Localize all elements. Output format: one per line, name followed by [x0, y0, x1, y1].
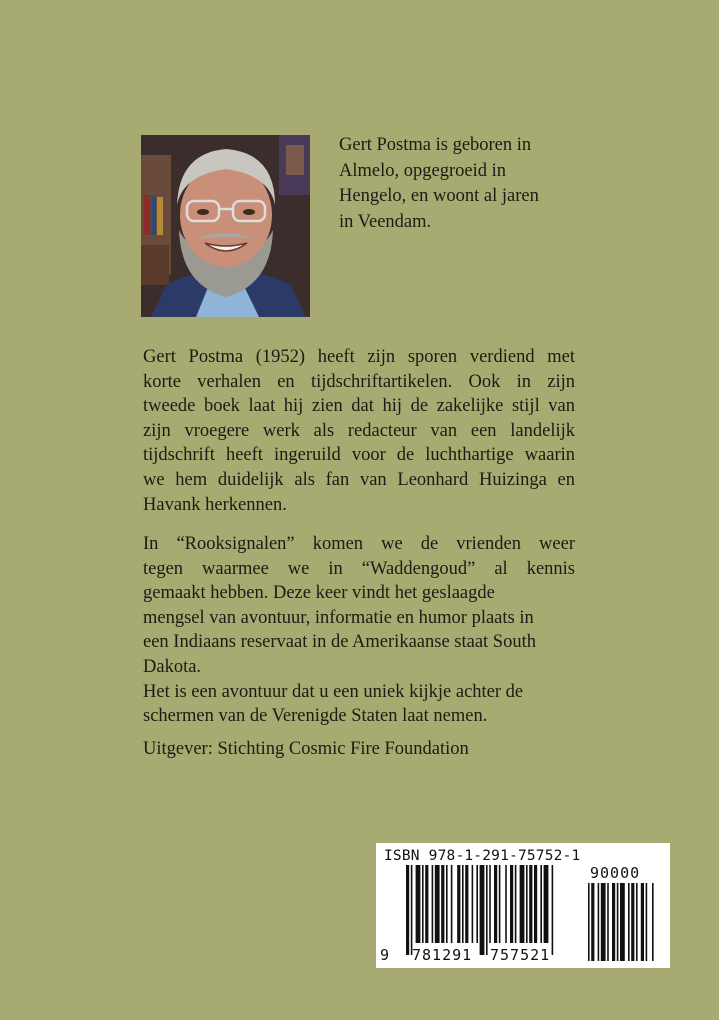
barcode-bar	[422, 865, 424, 943]
barcode-bar	[457, 865, 460, 943]
barcode-bar	[612, 883, 615, 961]
author-portrait-illustration	[141, 135, 310, 317]
paragraph-line: Havank herkennen.	[143, 494, 287, 515]
barcode-bar	[499, 865, 501, 943]
barcode-bar	[598, 883, 600, 961]
barcode-digit-first: 9	[380, 946, 391, 964]
description-paragraph-1	[143, 345, 575, 517]
paragraph-line: zijn vroegere werk als redacteur van een landelijk	[143, 420, 575, 441]
barcode-bar	[534, 865, 537, 943]
barcode-digits-left: 781291	[412, 946, 473, 964]
barcode-bar	[416, 865, 421, 943]
barcode-bar	[515, 865, 517, 943]
paragraph-line: gemaakt hebben. Deze keer vindt het geslaagde	[143, 583, 495, 604]
barcode-bar	[462, 865, 464, 943]
author-bio	[339, 133, 569, 235]
barcode-bar	[544, 865, 549, 943]
barcode-bar	[451, 865, 453, 943]
paragraph-line: tijdschrift heeft ingeruild voor de luchthartige waarin	[143, 445, 575, 466]
price-code: 90000	[590, 864, 641, 882]
barcode-bar	[631, 883, 634, 961]
barcode-bar	[435, 865, 440, 943]
barcode-bar	[480, 865, 485, 955]
bio-line: Hengelo, en woont al jaren	[339, 186, 539, 206]
barcode-bar	[476, 865, 478, 943]
barcode-bar	[465, 865, 468, 943]
barcode-bar	[520, 865, 525, 943]
bio-line: Gert Postma is geboren in	[339, 135, 532, 155]
barcode-bar	[646, 883, 648, 961]
paragraph-line: we hem duidelijk als fan van Leonhard Huizinga en	[143, 469, 575, 490]
bio-line: Almelo, opgegroeid in	[339, 160, 506, 181]
barcode-bar	[636, 883, 638, 961]
barcode-bar	[617, 883, 619, 961]
barcode-bar	[441, 865, 444, 943]
barcode-bar	[486, 865, 488, 955]
barcode-bar	[472, 865, 474, 943]
barcode-bar	[641, 883, 644, 961]
barcode-bar	[510, 865, 513, 943]
isbn-label: ISBN 978-1-291-75752-1	[384, 848, 581, 864]
barcode-bar	[425, 865, 428, 943]
isbn-barcode	[376, 843, 670, 968]
paragraph-line: schermen van de Verenigde Staten laat nemen.	[143, 706, 488, 727]
barcode-bar	[489, 865, 491, 943]
paragraph-line: korte verhalen en tijdschriftartikelen. Ook in zijn	[143, 371, 575, 392]
barcode-bar	[628, 883, 630, 961]
barcode-bar	[446, 865, 448, 943]
barcode-digits-right: 757521	[490, 946, 551, 964]
barcode-bar	[607, 883, 609, 961]
paragraph-line: Dakota.	[143, 656, 202, 677]
paragraph-line: Het is een avontuur dat u een uniek kijkje achter de	[143, 681, 524, 702]
publisher-line	[143, 737, 575, 762]
barcode-bar	[652, 883, 654, 961]
barcode-bar	[494, 865, 497, 943]
paragraph-line: mengsel van avontuur, informatie en humor plaats in	[143, 607, 534, 628]
barcode-bar	[505, 865, 507, 943]
barcode-bar	[601, 883, 606, 961]
paragraph-line: een Indiaans reservaat in de Amerikaanse staat South	[143, 632, 536, 653]
barcode-bar	[526, 865, 528, 943]
paragraph-line: tegen waarmee we in “Waddengoud” al kennis	[143, 558, 575, 579]
barcode-bar	[529, 865, 532, 943]
barcode-bar	[540, 865, 542, 943]
barcode-bar	[620, 883, 625, 961]
barcode-bar	[591, 883, 594, 961]
author-photo	[141, 135, 310, 317]
description-paragraph-2	[143, 532, 575, 729]
barcode-bar	[411, 865, 413, 955]
barcode-bar	[588, 883, 590, 961]
barcode-bar	[432, 865, 434, 943]
barcode-bar	[552, 865, 554, 955]
paragraph-line: Gert Postma (1952) heeft zijn sporen verdiend met	[143, 347, 575, 367]
paragraph-line: tweede boek laat hij zien dat hij de zakelijke stijl van	[143, 396, 575, 417]
bio-line: in Veendam.	[339, 211, 432, 232]
barcode-bar	[406, 865, 409, 955]
publisher-text: Uitgever: Stichting Cosmic Fire Foundation	[143, 739, 469, 759]
paragraph-line: In “Rooksignalen” komen we de vrienden weer	[143, 534, 575, 554]
